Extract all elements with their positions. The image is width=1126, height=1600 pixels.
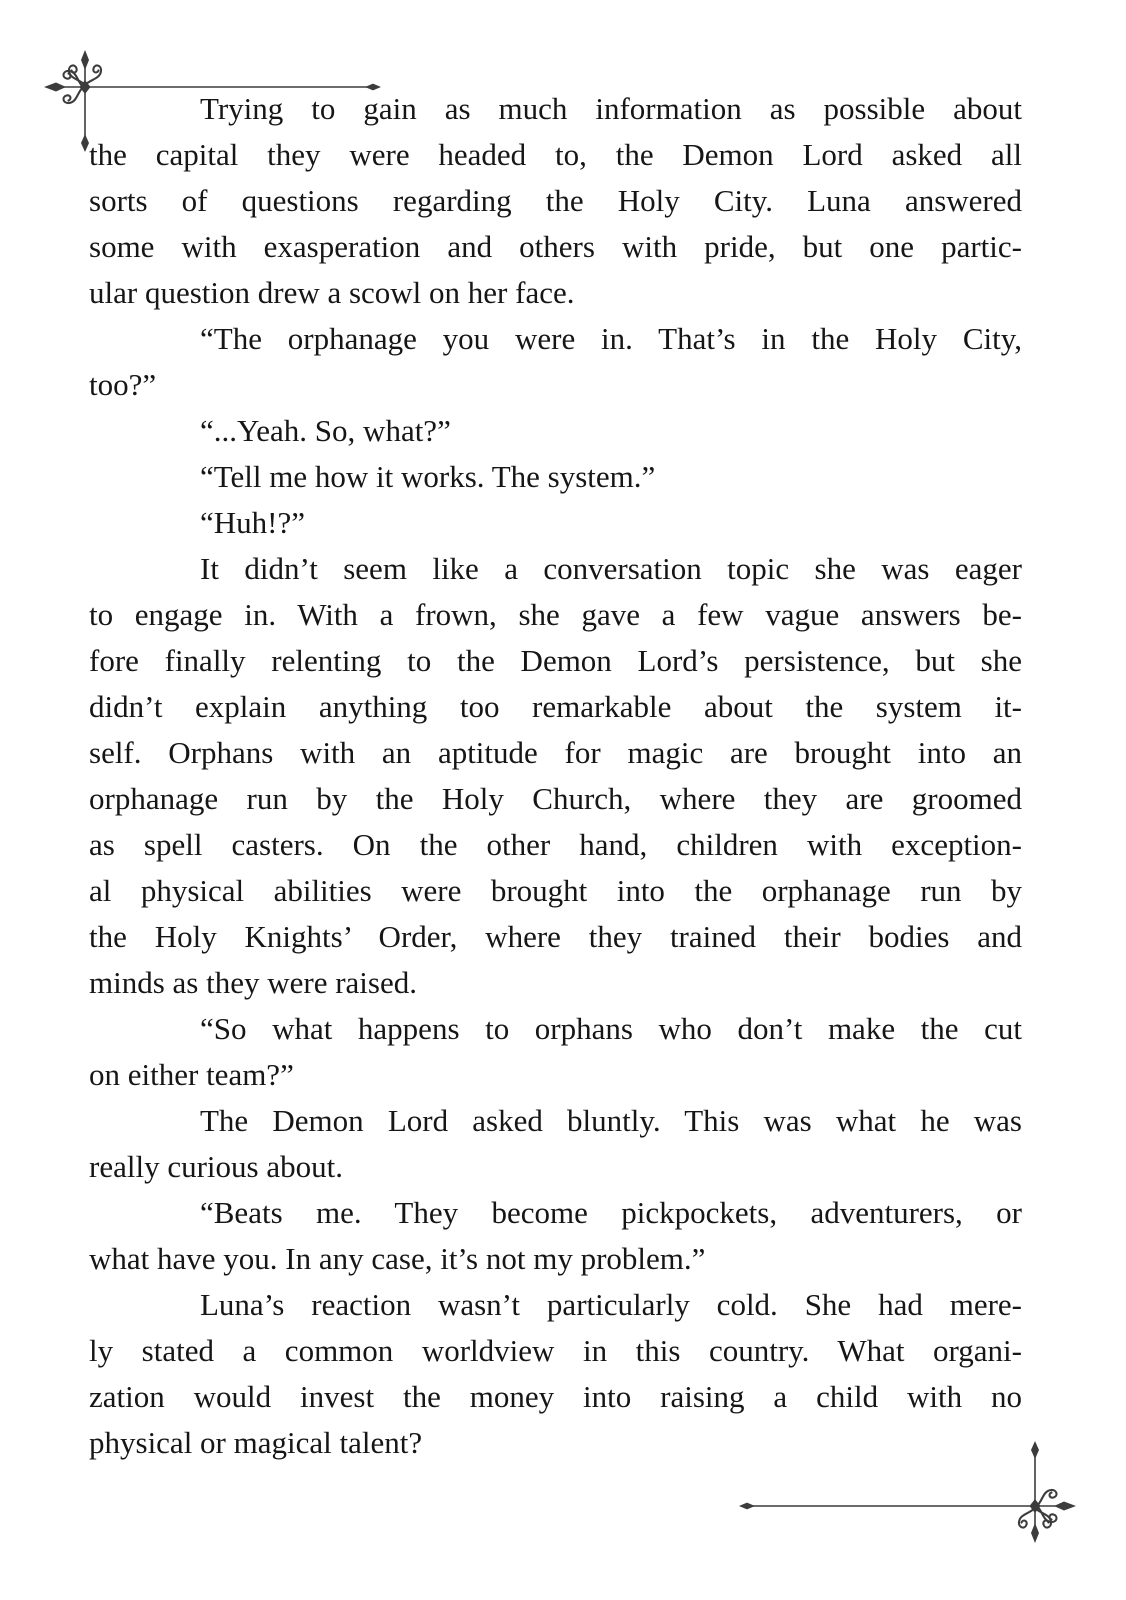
text-line: Luna’s reaction wasn’t particularly cold. She had mere- bbox=[200, 1287, 1022, 1322]
text-line: “The orphanage you were in. That’s in the Holy City, bbox=[200, 321, 1022, 356]
text-line: didn’t explain anything too remarkable about the system it- bbox=[89, 689, 1022, 724]
text-line: self. Orphans with an aptitude for magic are brought into an bbox=[89, 735, 1022, 770]
text-line: “Huh!?” bbox=[200, 505, 305, 540]
text-line: orphanage run by the Holy Church, where they are groomed bbox=[89, 781, 1022, 816]
text-line: the capital they were headed to, the Demon Lord asked all bbox=[89, 137, 1022, 172]
text-line: “Tell me how it works. The system.” bbox=[200, 459, 656, 494]
text-line: on either team?” bbox=[89, 1057, 294, 1092]
text-line: “So what happens to orphans who don’t make the cut bbox=[200, 1011, 1022, 1046]
text-line: to engage in. With a frown, she gave a few vague answers be- bbox=[89, 597, 1022, 632]
text-line: what have you. In any case, it’s not my problem.” bbox=[89, 1241, 706, 1276]
text-line: sorts of questions regarding the Holy City. Luna answered bbox=[89, 183, 1022, 218]
text-line: ly stated a common worldview in this country. What organi- bbox=[89, 1333, 1022, 1368]
paragraph bbox=[89, 500, 1022, 546]
paragraph bbox=[89, 316, 1022, 408]
text-line: some with exasperation and others with pride, but one partic- bbox=[89, 229, 1022, 264]
paragraph bbox=[89, 1282, 1022, 1466]
paragraph bbox=[89, 1098, 1022, 1190]
text-line: minds as they were raised. bbox=[89, 965, 417, 1000]
text-line: “Beats me. They become pickpockets, adventurers, or bbox=[200, 1195, 1022, 1230]
text-line: al physical abilities were brought into the orphanage run by bbox=[89, 873, 1022, 908]
text-line: the Holy Knights’ Order, where they trained their bodies and bbox=[89, 919, 1022, 954]
paragraph bbox=[89, 546, 1022, 1006]
paragraph bbox=[89, 86, 1022, 316]
text-line: too?” bbox=[89, 367, 157, 402]
text-line: really curious about. bbox=[89, 1149, 343, 1184]
paragraph bbox=[89, 1190, 1022, 1282]
paragraph bbox=[89, 454, 1022, 500]
text-line: ular question drew a scowl on her face. bbox=[89, 275, 575, 310]
text-line: as spell casters. On the other hand, children with exception- bbox=[89, 827, 1022, 862]
text-line: fore finally relenting to the Demon Lord’s persistence, but she bbox=[89, 643, 1022, 678]
text-line: The Demon Lord asked bluntly. This was what he was bbox=[200, 1103, 1022, 1138]
text-line: It didn’t seem like a conversation topic she was eager bbox=[200, 551, 1022, 586]
text-line: “...Yeah. So, what?” bbox=[200, 413, 451, 448]
text-line: physical or magical talent? bbox=[89, 1425, 423, 1460]
paragraph bbox=[89, 408, 1022, 454]
paragraph bbox=[89, 1006, 1022, 1098]
page-text bbox=[89, 86, 1022, 1466]
text-line: Trying to gain as much information as possible about bbox=[200, 91, 1022, 126]
text-line: zation would invest the money into raising a child with no bbox=[89, 1379, 1022, 1414]
